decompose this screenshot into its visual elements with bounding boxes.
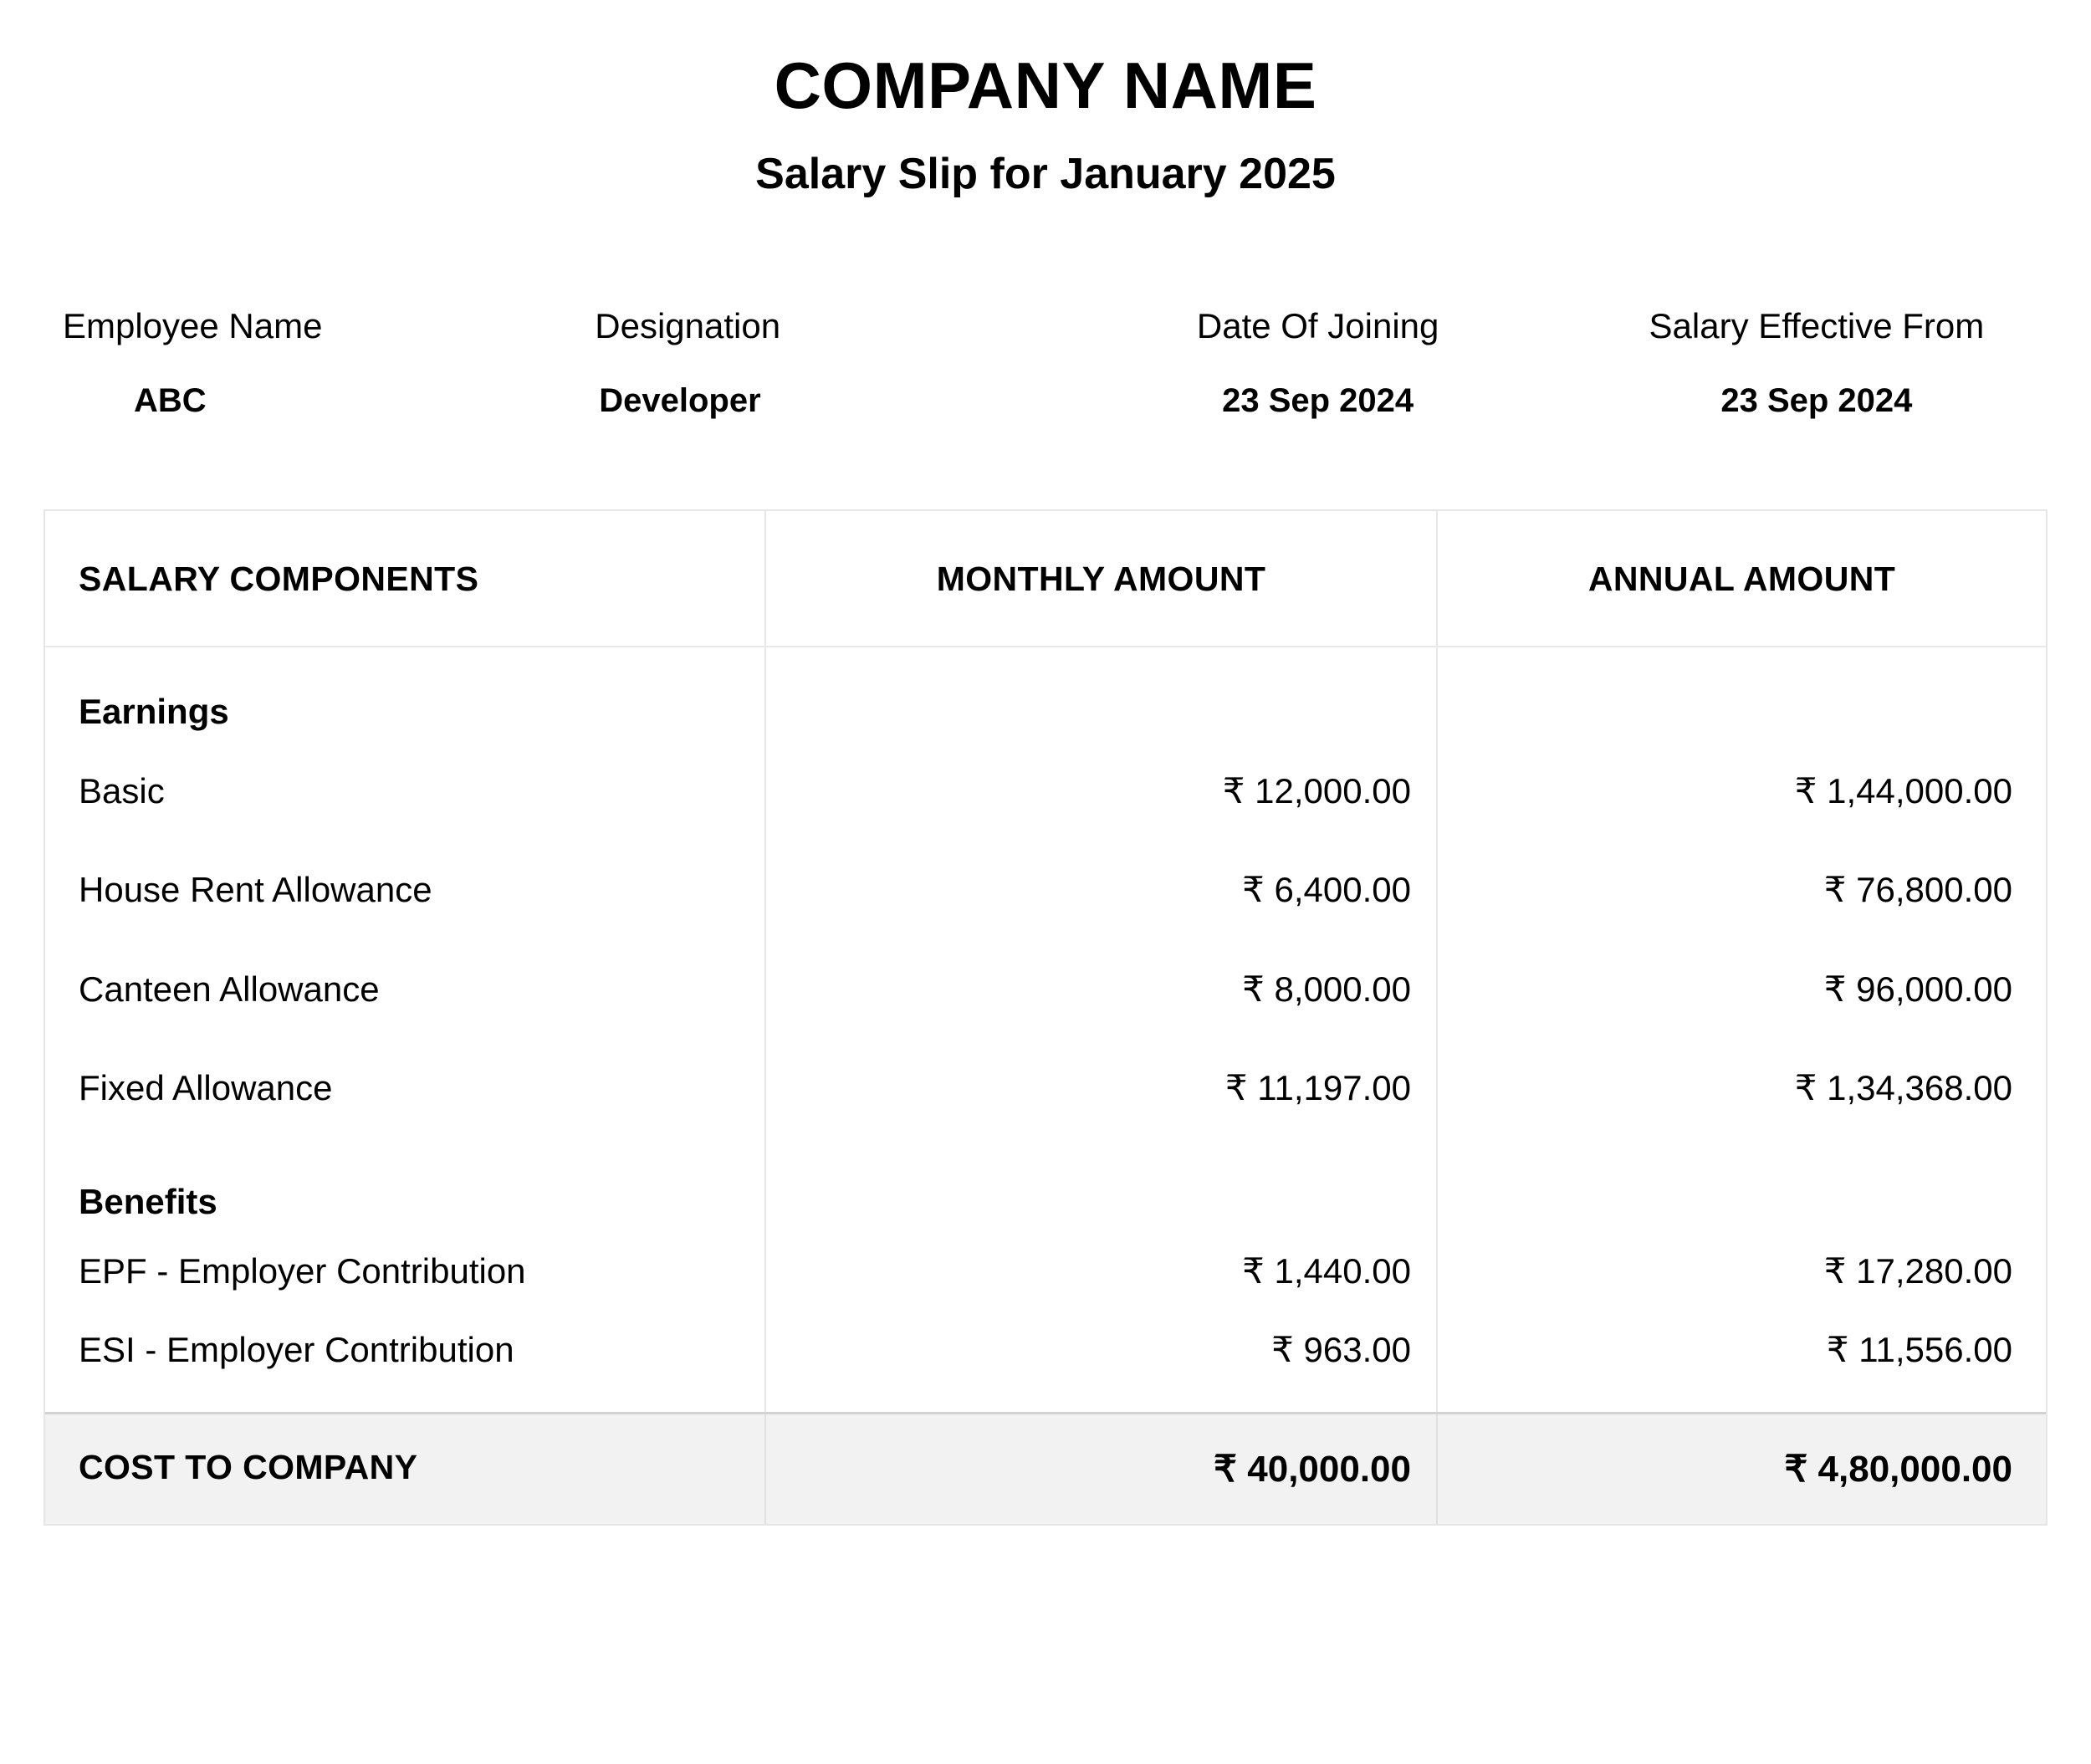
- salary-slip-subtitle: Salary Slip for January 2025: [755, 149, 1336, 198]
- table-row: [45, 1039, 2046, 1138]
- cost-to-company-row: [45, 1412, 2046, 1524]
- group-monthly-blank: [764, 1138, 1436, 1231]
- salary-effective-from-field: [1559, 305, 2058, 421]
- total-label-cost-to-company: COST TO COMPANY: [79, 1447, 418, 1486]
- row-label-esi-employer-contribution: ESI - Employer Contribution: [79, 1330, 514, 1370]
- group-header-row: [45, 1138, 2046, 1231]
- employee-name-value: ABC: [134, 382, 207, 420]
- row-annual-canteen-allowance: ₹ 96,000.00: [1436, 940, 2046, 1039]
- row-monthly-epf-employer-contribution: ₹ 1,440.00: [764, 1232, 1436, 1311]
- row-annual-fixed-allowance: ₹ 1,34,368.00: [1436, 1039, 2046, 1138]
- row-annual-esi-employer-contribution: ₹ 11,556.00: [1436, 1311, 2046, 1389]
- row-monthly-canteen-allowance: ₹ 8,000.00: [764, 940, 1436, 1039]
- row-monthly-basic: ₹ 12,000.00: [764, 742, 1436, 841]
- salary-effective-from-label: Salary Effective From: [1649, 306, 1985, 346]
- salary-effective-from-value: 23 Sep 2024: [1720, 382, 1913, 420]
- group-annual-blank: [1436, 1138, 2046, 1231]
- designation-value: Developer: [599, 382, 761, 420]
- table-spacer: [45, 1390, 2046, 1412]
- table-row: [45, 742, 2046, 841]
- employee-name-label: Employee Name: [63, 306, 323, 346]
- employee-info-strip: [33, 198, 2058, 421]
- row-annual-epf-employer-contribution: ₹ 17,280.00: [1436, 1232, 2046, 1311]
- spacer-cell: [45, 1390, 764, 1412]
- row-label-fixed-allowance: Fixed Allowance: [79, 1068, 333, 1108]
- row-label-canteen-allowance: Canteen Allowance: [79, 969, 380, 1009]
- group-title-benefits: Benefits: [79, 1182, 217, 1222]
- total-annual-amount: ₹ 4,80,000.00: [1436, 1414, 2046, 1524]
- column-header-salary-components: SALARY COMPONENTS: [79, 560, 479, 599]
- column-header-annual-amount: ANNUAL AMOUNT: [1436, 511, 2046, 646]
- column-header-monthly-amount: MONTHLY AMOUNT: [764, 511, 1436, 646]
- row-annual-house-rent-allowance: ₹ 76,800.00: [1436, 841, 2046, 939]
- table-row: [45, 1311, 2046, 1389]
- group-title-earnings: Earnings: [79, 692, 229, 732]
- row-annual-basic: ₹ 1,44,000.00: [1436, 742, 2046, 841]
- row-monthly-fixed-allowance: ₹ 11,197.00: [764, 1039, 1436, 1138]
- row-label-basic: Basic: [79, 770, 165, 810]
- designation-field: [544, 305, 1076, 421]
- date-of-joining-value: 23 Sep 2024: [1222, 382, 1414, 420]
- document-header: [0, 0, 2091, 198]
- table-header-row: [45, 511, 2046, 647]
- company-name: COMPANY NAME: [774, 49, 1317, 122]
- row-label-epf-employer-contribution: EPF - Employer Contribution: [79, 1250, 526, 1291]
- date-of-joining-field: [1077, 305, 1559, 421]
- group-header-row: [45, 647, 2046, 741]
- date-of-joining-label: Date Of Joining: [1196, 306, 1439, 346]
- table-row: [45, 940, 2046, 1039]
- table-row: [45, 841, 2046, 939]
- table-row: [45, 1232, 2046, 1311]
- employee-name-field: [33, 305, 544, 421]
- salary-components-table: [43, 509, 2048, 1525]
- row-monthly-house-rent-allowance: ₹ 6,400.00: [764, 841, 1436, 939]
- designation-label: Designation: [595, 306, 781, 346]
- group-monthly-blank: [764, 647, 1436, 741]
- row-monthly-esi-employer-contribution: ₹ 963.00: [764, 1311, 1436, 1389]
- total-monthly-amount: ₹ 40,000.00: [764, 1414, 1436, 1524]
- table-body: [45, 647, 2046, 1411]
- spacer-cell: [764, 1390, 1436, 1412]
- spacer-cell: [1436, 1390, 2046, 1412]
- group-annual-blank: [1436, 647, 2046, 741]
- row-label-house-rent-allowance: House Rent Allowance: [79, 870, 432, 910]
